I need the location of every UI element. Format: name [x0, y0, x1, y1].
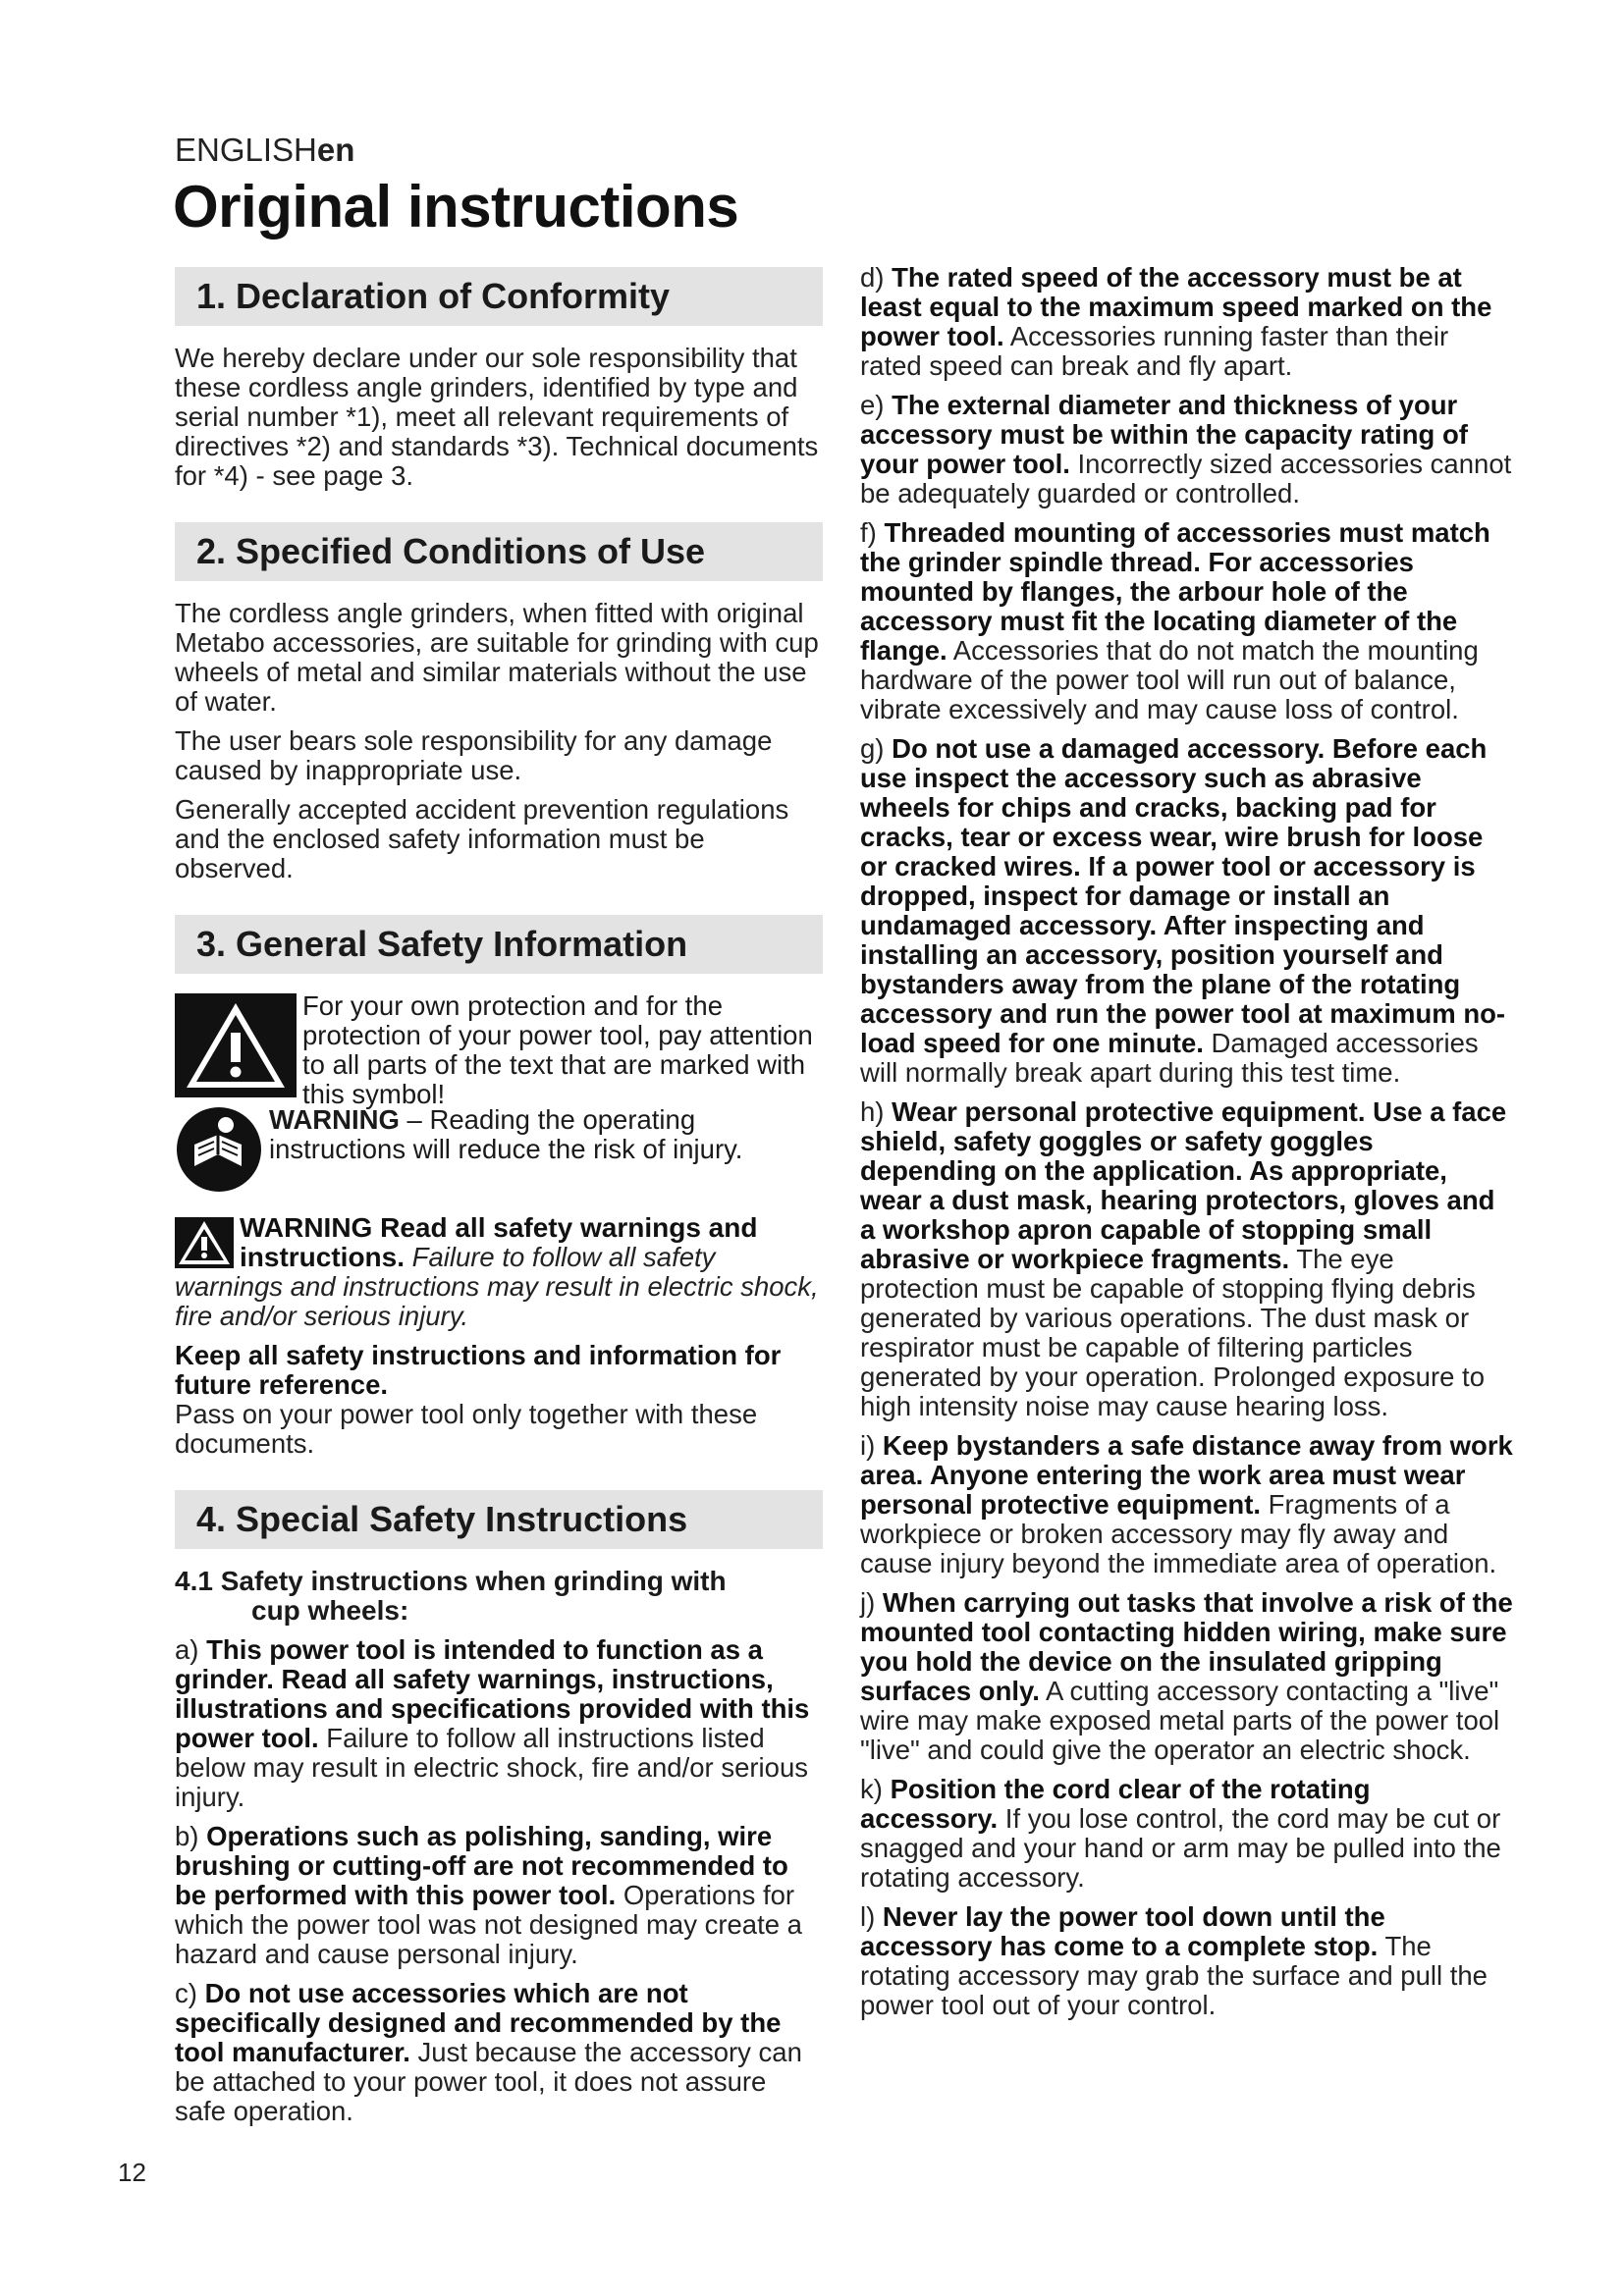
instruction-item: g) Do not use a damaged accessory. Before each use inspect the accessory such as abrasive wheels for chips and cracks, backing pad for cracks, tear or excess wear, wire brush for loose or cracked wires. If a power tool or accessory is dropped, inspect for damage or install an undamaged accessory. After inspecting and installing an accessory, position yourself and bystanders away from the plane of the rotating accessory and run the power tool at maximum no-load speed for one minute. Damaged accessories will normally break apart during this test time. [860, 733, 1506, 1088]
instruction-item: k) Position the cord clear of the rotating accessory. If you lose control, the cord may be cut or snagged and your hand or arm may be pulled into the rotating accessory. [860, 1774, 1501, 1893]
read-manual-icon [175, 1105, 263, 1194]
instruction-item: l) Never lay the power tool down until the accessory has come to a complete stop. The rotating accessory may grab the surface and pull the power tool out of your control. [860, 1901, 1488, 2020]
section-2-paragraph: The cordless angle grinders, when fitted with original Metabo accessories, are suitable for grinding with cup wheels of metal and similar materials without the use of water. [175, 598, 819, 717]
section-1-heading: 1. Declaration of Conformity [175, 267, 823, 326]
section-2-paragraph: Generally accepted accident prevention regulations and the enclosed safety information must be observed. [175, 794, 789, 883]
instruction-item: c) Do not use accessories which are not specifically designed and recommended by the tool manufacturer. Just because the accessory can be attached to your power tool, it does not assure safe operation. [175, 1978, 802, 2126]
section-3-heading: 3. General Safety Information [175, 915, 823, 974]
notice-block [175, 990, 823, 1109]
section-2-paragraph: The user bears sole responsibility for any damage caused by inappropriate use. [175, 725, 773, 785]
warning-triangle-icon [175, 993, 297, 1097]
page-number: 12 [118, 2158, 146, 2187]
read-manual-block [175, 1105, 823, 1200]
instruction-item: f) Threaded mounting of accessories must match the grinder spindle thread. For accessories mounted by flanges, the arbour hole of the accessory must fit the locating diameter of the flange. Accessories that do not match the mounting hardware of the power tool will run out of balance, vibrate excessively and may cause loss of control. [860, 517, 1490, 724]
instruction-item: h) Wear personal protective equipment. Use a face shield, safety goggles or safety goggles depending on the application. As appropriate, wear a dust mask, hearing protectors, gloves and a workshop apron capable of stopping small abrasive or workpiece fragments. The eye protection must be capable of stopping flying debris generated by various operations. The dust mask or respirator must be capable of filtering particles generated by your operation. Prolonged exposure to high intensity noise may cause hearing loss. [860, 1096, 1507, 1421]
subsection-heading: 4.1 Safety instructions when grinding with cup wheels: [175, 1566, 727, 1626]
instruction-item: a) This power tool is intended to function as a grinder. Read all safety warnings, instructions, illustrations and specifications provided with this power tool. Failure to follow all instructions listed below may result in electric shock, fire and/or serious injury. [175, 1634, 810, 1812]
warning-triangle-icon [175, 1217, 234, 1268]
instruction-item: b) Operations such as polishing, sanding, wire brushing or cutting-off are not recommended to be performed with this power tool. Operations for which the power tool was not designed may create a hazard and cause personal injury. [175, 1821, 802, 1969]
instruction-item: i) Keep bystanders a safe distance away from work area. Anyone entering the work area must wear personal protective equipment. Fragments of a workpiece or broken accessory may fly away and cause injury beyond the immediate area of operation. [860, 1430, 1513, 1578]
instruction-item: e) The external diameter and thickness of your accessory must be within the capacity rating of your power tool. Incorrectly sized accessories cannot be adequately guarded or controlled. [860, 390, 1512, 508]
section-1-text: We hereby declare under our sole responsibility that these cordless angle grinders, identified by type and serial number *1), meet all relevant requirements of directives *2) and standards *3). Technical documents for *4) - see page 3. [175, 343, 819, 491]
notice-text: For your own protection and for the protection of your power tool, pay attention to all parts of the text that are marked with this symbol! [302, 990, 813, 1109]
section-4-heading: 4. Special Safety Instructions [175, 1490, 823, 1549]
section-2-heading: 2. Specified Conditions of Use [175, 522, 823, 581]
pass-on-text: Pass on your power tool only together with these documents. [175, 1399, 758, 1459]
right-column [860, 263, 1514, 2030]
language-label [175, 132, 354, 169]
keep-instructions: Keep all safety instructions and information for future reference. [175, 1340, 782, 1400]
instruction-item: j) When carrying out tasks that involve a risk of the mounted tool contacting hidden wiring, make sure you hold the device on the insulated gripping surfaces only. A cutting accessory contacting a "live" wire may make exposed metal parts of the power tool "live" and could give the operator an electric shock. [860, 1587, 1513, 1765]
language-code: en [316, 132, 355, 168]
instruction-item: d) The rated speed of the accessory must be at least equal to the maximum speed marked on the power tool. Accessories running faster than their rated speed can break and fly apart. [860, 262, 1492, 381]
language-name: ENGLISH [175, 132, 317, 168]
safety-warning: WARNING Read all safety warnings and instructions. Failure to follow all safety warnings and instructions may result in electric shock, fire and/or serious injury. [175, 1212, 819, 1331]
left-column [175, 267, 823, 2136]
read-manual-text: WARNING – Reading the operating instructions will reduce the risk of injury. [269, 1104, 743, 1164]
page-title: Original instructions [173, 174, 739, 240]
